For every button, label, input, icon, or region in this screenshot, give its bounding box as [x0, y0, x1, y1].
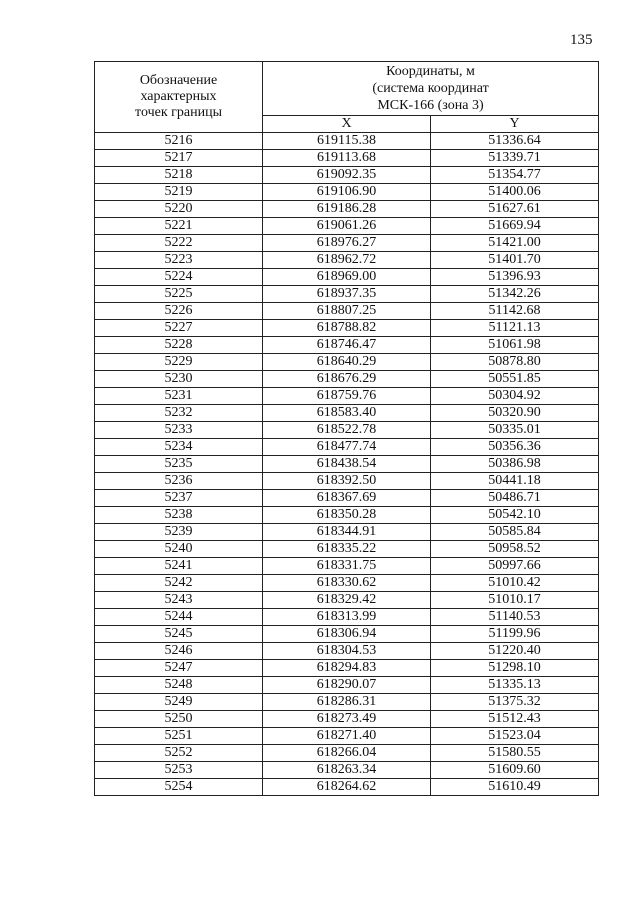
x-coordinate-cell: 618313.99 [263, 609, 431, 626]
y-coordinate-cell: 51220.40 [431, 643, 599, 660]
x-coordinate-cell: 618306.94 [263, 626, 431, 643]
y-coordinate-cell: 51396.93 [431, 269, 599, 286]
point-cell: 5246 [95, 643, 263, 660]
x-coordinate-cell: 619113.68 [263, 150, 431, 167]
table-row [95, 507, 599, 524]
x-coordinate-cell: 618438.54 [263, 456, 431, 473]
table-row [95, 558, 599, 575]
x-coordinate-cell: 619115.38 [263, 133, 431, 150]
y-coordinate-cell: 51400.06 [431, 184, 599, 201]
y-coordinate-cell: 51140.53 [431, 609, 599, 626]
y-coordinate-cell: 50335.01 [431, 422, 599, 439]
y-coordinate-cell: 50486.71 [431, 490, 599, 507]
table-row [95, 575, 599, 592]
point-cell: 5239 [95, 524, 263, 541]
table-row [95, 184, 599, 201]
y-coordinate-cell: 50585.84 [431, 524, 599, 541]
table-row [95, 337, 599, 354]
point-cell: 5224 [95, 269, 263, 286]
table-row [95, 354, 599, 371]
x-coordinate-cell: 618746.47 [263, 337, 431, 354]
x-coordinate-cell: 618807.25 [263, 303, 431, 320]
table-row [95, 456, 599, 473]
x-coordinate-cell: 618759.76 [263, 388, 431, 405]
point-cell: 5248 [95, 677, 263, 694]
point-cell: 5234 [95, 439, 263, 456]
point-cell: 5242 [95, 575, 263, 592]
point-cell: 5222 [95, 235, 263, 252]
table-row [95, 745, 599, 762]
table-row [95, 388, 599, 405]
x-coordinate-cell: 618263.34 [263, 762, 431, 779]
table-row [95, 167, 599, 184]
table-row [95, 779, 599, 796]
x-coordinate-cell: 618335.22 [263, 541, 431, 558]
y-coordinate-cell: 50386.98 [431, 456, 599, 473]
x-coordinate-cell: 618290.07 [263, 677, 431, 694]
y-coordinate-cell: 51339.71 [431, 150, 599, 167]
table-row [95, 405, 599, 422]
table-row [95, 660, 599, 677]
point-cell: 5230 [95, 371, 263, 388]
y-coordinate-cell: 51142.68 [431, 303, 599, 320]
y-coordinate-cell: 51298.10 [431, 660, 599, 677]
x-coordinate-cell: 619186.28 [263, 201, 431, 218]
table-row [95, 218, 599, 235]
x-coordinate-cell: 618344.91 [263, 524, 431, 541]
y-coordinate-cell: 50542.10 [431, 507, 599, 524]
point-cell: 5220 [95, 201, 263, 218]
y-coordinate-cell: 51199.96 [431, 626, 599, 643]
x-column-header: X [263, 115, 431, 132]
x-coordinate-cell: 618329.42 [263, 592, 431, 609]
point-cell: 5232 [95, 405, 263, 422]
point-cell: 5253 [95, 762, 263, 779]
point-cell: 5218 [95, 167, 263, 184]
x-coordinate-cell: 618640.29 [263, 354, 431, 371]
point-column-header [95, 62, 263, 133]
point-cell: 5231 [95, 388, 263, 405]
table-row [95, 303, 599, 320]
y-coordinate-cell: 51121.13 [431, 320, 599, 337]
x-coordinate-cell: 618271.40 [263, 728, 431, 745]
y-coordinate-cell: 51580.55 [431, 745, 599, 762]
point-cell: 5235 [95, 456, 263, 473]
y-coordinate-cell: 50878.80 [431, 354, 599, 371]
table-row [95, 439, 599, 456]
table-row [95, 694, 599, 711]
y-coordinate-cell: 51336.64 [431, 133, 599, 150]
y-coordinate-cell: 51512.43 [431, 711, 599, 728]
y-coordinate-cell: 51061.98 [431, 337, 599, 354]
x-coordinate-cell: 618286.31 [263, 694, 431, 711]
point-cell: 5241 [95, 558, 263, 575]
table-row [95, 201, 599, 218]
point-cell: 5217 [95, 150, 263, 167]
table-row [95, 473, 599, 490]
point-cell: 5250 [95, 711, 263, 728]
y-coordinate-cell: 51354.77 [431, 167, 599, 184]
point-cell: 5233 [95, 422, 263, 439]
table-row [95, 643, 599, 660]
y-coordinate-cell: 51421.00 [431, 235, 599, 252]
point-cell: 5243 [95, 592, 263, 609]
header-row-top [95, 62, 599, 116]
y-coordinate-cell: 51335.13 [431, 677, 599, 694]
y-coordinate-cell: 51010.42 [431, 575, 599, 592]
coordinates-group-header [263, 62, 599, 116]
y-coordinate-cell: 50304.92 [431, 388, 599, 405]
x-coordinate-cell: 618522.78 [263, 422, 431, 439]
point-cell: 5237 [95, 490, 263, 507]
y-coordinate-cell: 50320.90 [431, 405, 599, 422]
y-coordinate-cell: 51401.70 [431, 252, 599, 269]
point-cell: 5251 [95, 728, 263, 745]
table-row [95, 371, 599, 388]
x-coordinate-cell: 618969.00 [263, 269, 431, 286]
point-cell: 5221 [95, 218, 263, 235]
x-coordinate-cell: 619061.26 [263, 218, 431, 235]
y-coordinate-cell: 50958.52 [431, 541, 599, 558]
y-coordinate-cell: 51010.17 [431, 592, 599, 609]
point-cell: 5223 [95, 252, 263, 269]
table-row [95, 541, 599, 558]
point-cell: 5229 [95, 354, 263, 371]
table-body [95, 133, 599, 796]
x-coordinate-cell: 618477.74 [263, 439, 431, 456]
point-cell: 5252 [95, 745, 263, 762]
point-cell: 5225 [95, 286, 263, 303]
coords-header-line: Координаты, м [386, 63, 475, 79]
point-header-line: характерных [140, 89, 217, 104]
table-row [95, 524, 599, 541]
point-cell: 5236 [95, 473, 263, 490]
x-coordinate-cell: 618273.49 [263, 711, 431, 728]
x-coordinate-cell: 618962.72 [263, 252, 431, 269]
point-cell: 5216 [95, 133, 263, 150]
table-row [95, 286, 599, 303]
y-coordinate-cell: 51342.26 [431, 286, 599, 303]
table-row [95, 269, 599, 286]
table-row [95, 235, 599, 252]
point-cell: 5254 [95, 779, 263, 796]
point-cell: 5249 [95, 694, 263, 711]
table-row [95, 320, 599, 337]
x-coordinate-cell: 618294.83 [263, 660, 431, 677]
table-row [95, 711, 599, 728]
x-coordinate-cell: 618788.82 [263, 320, 431, 337]
table-row [95, 626, 599, 643]
x-coordinate-cell: 618331.75 [263, 558, 431, 575]
x-coordinate-cell: 618392.50 [263, 473, 431, 490]
y-coordinate-cell: 51375.32 [431, 694, 599, 711]
table-row [95, 490, 599, 507]
y-coordinate-cell: 51610.49 [431, 779, 599, 796]
point-cell: 5219 [95, 184, 263, 201]
coords-header-line: (система координат [372, 80, 489, 96]
x-coordinate-cell: 618350.28 [263, 507, 431, 524]
point-cell: 5244 [95, 609, 263, 626]
page-number: 135 [570, 32, 593, 48]
point-cell: 5226 [95, 303, 263, 320]
point-cell: 5240 [95, 541, 263, 558]
table-row [95, 422, 599, 439]
x-coordinate-cell: 618264.62 [263, 779, 431, 796]
point-cell: 5227 [95, 320, 263, 337]
x-coordinate-cell: 619106.90 [263, 184, 431, 201]
table-row [95, 592, 599, 609]
table-row [95, 609, 599, 626]
table-row [95, 133, 599, 150]
y-coordinate-cell: 50997.66 [431, 558, 599, 575]
point-cell: 5228 [95, 337, 263, 354]
table-row [95, 762, 599, 779]
y-coordinate-cell: 51627.61 [431, 201, 599, 218]
y-coordinate-cell: 51669.94 [431, 218, 599, 235]
x-coordinate-cell: 618976.27 [263, 235, 431, 252]
x-coordinate-cell: 618937.35 [263, 286, 431, 303]
x-coordinate-cell: 618367.69 [263, 490, 431, 507]
x-coordinate-cell: 618676.29 [263, 371, 431, 388]
x-coordinate-cell: 618330.62 [263, 575, 431, 592]
x-coordinate-cell: 618583.40 [263, 405, 431, 422]
coords-header-line: МСК-166 (зона 3) [377, 97, 484, 113]
point-cell: 5245 [95, 626, 263, 643]
y-column-header: Y [431, 115, 599, 132]
point-cell: 5238 [95, 507, 263, 524]
x-coordinate-cell: 618266.04 [263, 745, 431, 762]
point-header-line: Обозначение [139, 73, 218, 88]
point-header-line: точек границы [135, 105, 222, 120]
table-row [95, 252, 599, 269]
table-header [95, 62, 599, 133]
table-row [95, 677, 599, 694]
table-row [95, 728, 599, 745]
y-coordinate-cell: 50441.18 [431, 473, 599, 490]
y-coordinate-cell: 50551.85 [431, 371, 599, 388]
table-row [95, 150, 599, 167]
x-coordinate-cell: 618304.53 [263, 643, 431, 660]
coordinates-table [94, 61, 599, 796]
y-coordinate-cell: 51609.60 [431, 762, 599, 779]
point-cell: 5247 [95, 660, 263, 677]
y-coordinate-cell: 51523.04 [431, 728, 599, 745]
y-coordinate-cell: 50356.36 [431, 439, 599, 456]
x-coordinate-cell: 619092.35 [263, 167, 431, 184]
